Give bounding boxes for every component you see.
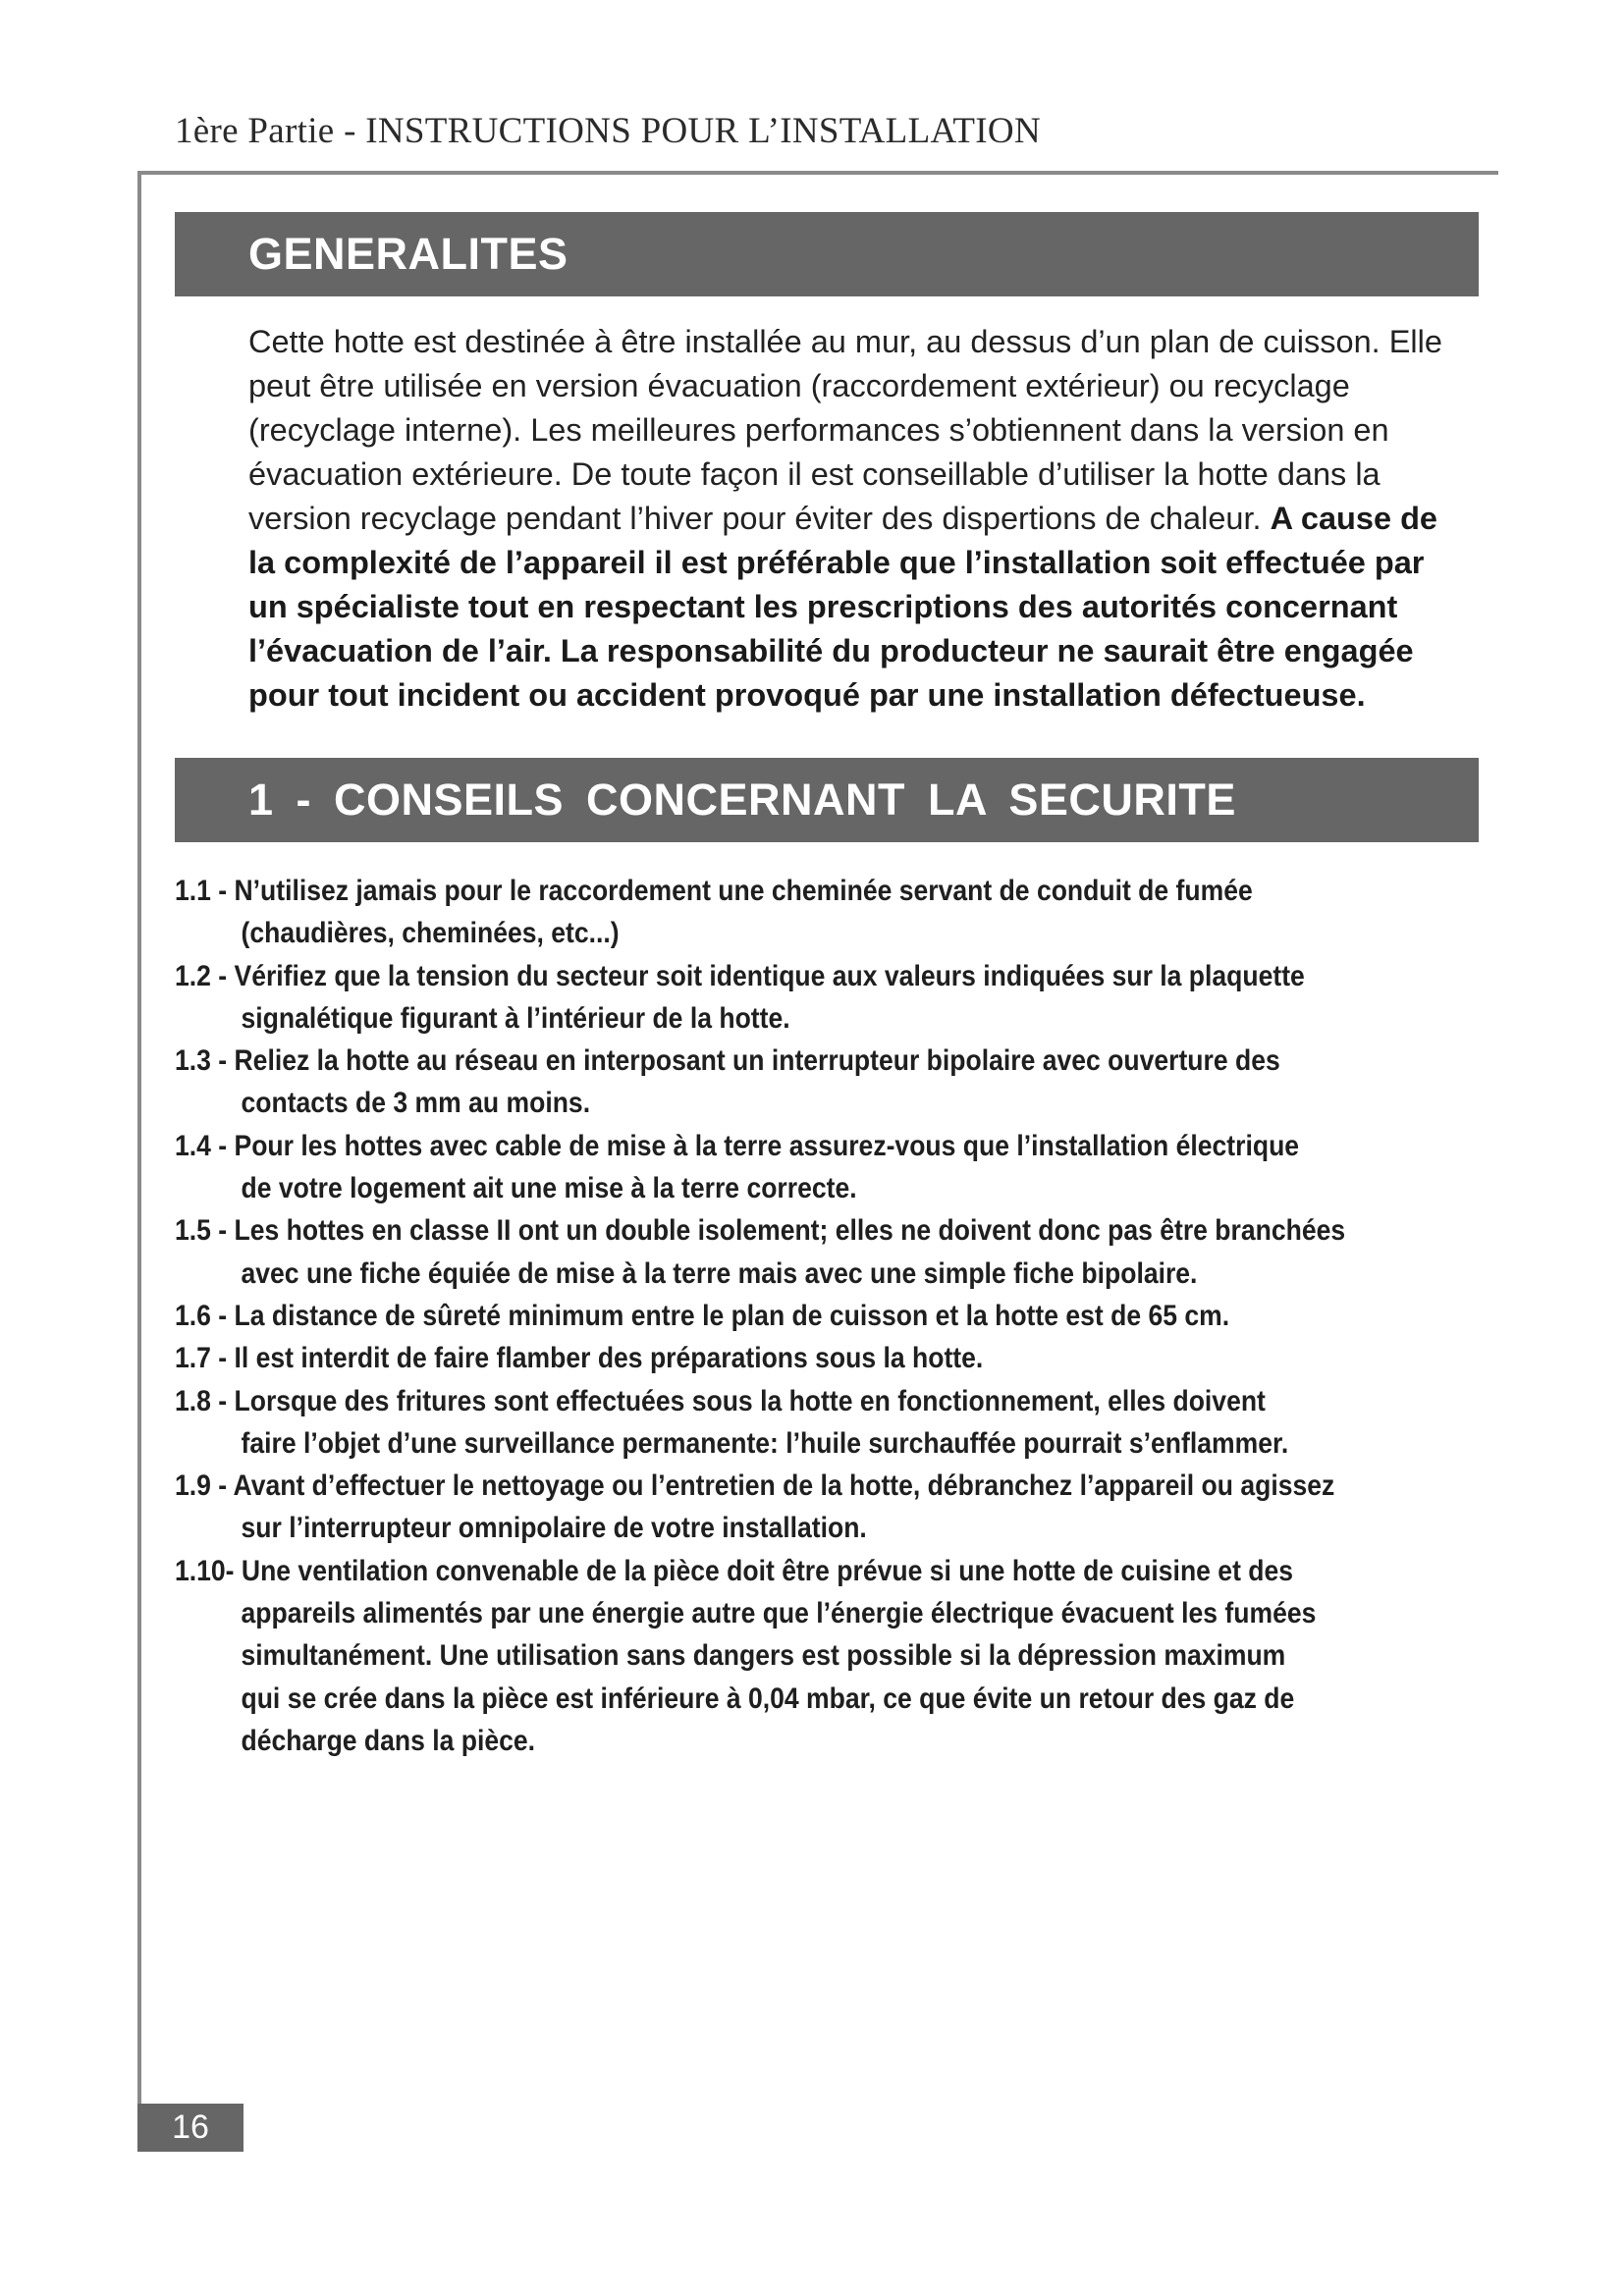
safety-item	[175, 1209, 1387, 1295]
safety-item-continuation: qui se crée dans la pièce est inférieure à 0,04 mbar, ce que évite un retour des gaz de	[241, 1682, 1295, 1715]
safety-item	[175, 1125, 1387, 1210]
paragraph-line: version recyclage pendant l’hiver pour éviter des dispertions de chaleur. A cause de	[248, 501, 1437, 536]
paragraph-line-bold: un spécialiste tout en respectant les prescriptions des autorités concernant	[248, 589, 1398, 624]
safety-item-line: 1.2 - Vérifiez que la tension du secteur soit identique aux valeurs indiquées sur la plaquette	[175, 959, 1305, 992]
safety-item-continuation: décharge dans la pièce.	[241, 1724, 536, 1757]
paragraph-line-bold: la complexité de l’appareil il est préférable que l’installation soit effectuée par	[248, 545, 1425, 580]
generalites-paragraph	[248, 320, 1500, 718]
safety-item-continuation: contacts de 3 mm au moins.	[241, 1087, 591, 1120]
safety-item	[175, 1380, 1387, 1466]
safety-list	[175, 870, 1387, 1762]
safety-item-continuation: avec une fiche équiée de mise à la terre mais avec une simple fiche bipolaire.	[241, 1256, 1198, 1290]
safety-item	[175, 1550, 1387, 1762]
frame-left-rule	[137, 171, 141, 2146]
paragraph-line: Cette hotte est destinée à être installée au mur, au dessus d’un plan de cuisson. Elle	[248, 324, 1442, 359]
safety-item-line: 1.8 - Lorsque des fritures sont effectuées sous la hotte en fonctionnement, elles doivent	[175, 1384, 1266, 1417]
section-title-securite: 1 - CONSEILS CONCERNANT LA SECURITE	[175, 758, 1479, 842]
paragraph-line: évacuation extérieure. De toute façon il est conseillable d’utiliser la hotte dans la	[248, 456, 1380, 492]
safety-item-line: 1.7 - Il est interdit de faire flamber des préparations sous la hotte.	[175, 1342, 984, 1375]
safety-item-continuation: sur l’interrupteur omnipolaire de votre installation.	[241, 1512, 867, 1545]
paragraph-line: peut être utilisée en version évacuation (raccordement extérieur) ou recyclage	[248, 368, 1350, 403]
section-title-generalites: GENERALITES	[175, 212, 1479, 296]
safety-item-line: 1.5 - Les hottes en classe II ont un double isolement; elles ne doivent donc pas être branchées	[175, 1214, 1346, 1248]
safety-item-continuation: de votre logement ait une mise à la terre correcte.	[241, 1172, 857, 1205]
safety-item-continuation: appareils alimentés par une énergie autre que l’énergie électrique évacuent les fumées	[241, 1597, 1317, 1630]
paragraph-line-bold: pour tout incident ou accident provoqué par une installation défectueuse.	[248, 677, 1366, 713]
safety-item-continuation: signalétique figurant à l’intérieur de la hotte.	[241, 1001, 790, 1035]
safety-item-line: 1.1 - N’utilisez jamais pour le raccordement une cheminée servant de conduit de fumée	[175, 875, 1253, 907]
safety-item-line: 1.3 - Reliez la hotte au réseau en interposant un interrupteur bipolaire avec ouverture des	[175, 1044, 1280, 1078]
paragraph-line-bold: l’évacuation de l’air. La responsabilité du producteur ne saurait être engagée	[248, 633, 1414, 668]
safety-item-line: 1.4 - Pour les hottes avec cable de mise à la terre assurez-vous que l’installation électrique	[175, 1129, 1300, 1162]
page-number: 16	[137, 2104, 244, 2152]
safety-item-line: 1.10- Une ventilation convenable de la pièce doit être prévue si une hotte de cuisine et des	[175, 1554, 1294, 1587]
running-header: 1ère Partie - INSTRUCTIONS POUR L’INSTALLATION	[175, 111, 1041, 151]
safety-item	[175, 870, 1387, 955]
safety-item-continuation: (chaudières, cheminées, etc...)	[241, 917, 620, 950]
safety-item-continuation: faire l’objet d’une surveillance permanente: l’huile surchauffée pourrait s’enflammer.	[241, 1426, 1289, 1460]
frame-top-rule	[137, 171, 1498, 175]
paragraph-line: (recyclage interne). Les meilleures performances s’obtiennent dans la version en	[248, 412, 1389, 448]
safety-item	[175, 1465, 1387, 1550]
safety-item-line: 1.6 - La distance de sûreté minimum entre le plan de cuisson et la hotte est de 65 cm.	[175, 1299, 1230, 1332]
safety-item	[175, 955, 1387, 1041]
safety-item-continuation: simultanément. Une utilisation sans dangers est possible si la dépression maximum	[241, 1639, 1286, 1673]
safety-item	[175, 1040, 1387, 1125]
safety-item-line: 1.9 - Avant d’effectuer le nettoyage ou l’entretien de la hotte, débranchez l’appareil ou agissez	[175, 1469, 1335, 1503]
safety-item	[175, 1295, 1387, 1337]
safety-item	[175, 1337, 1387, 1379]
